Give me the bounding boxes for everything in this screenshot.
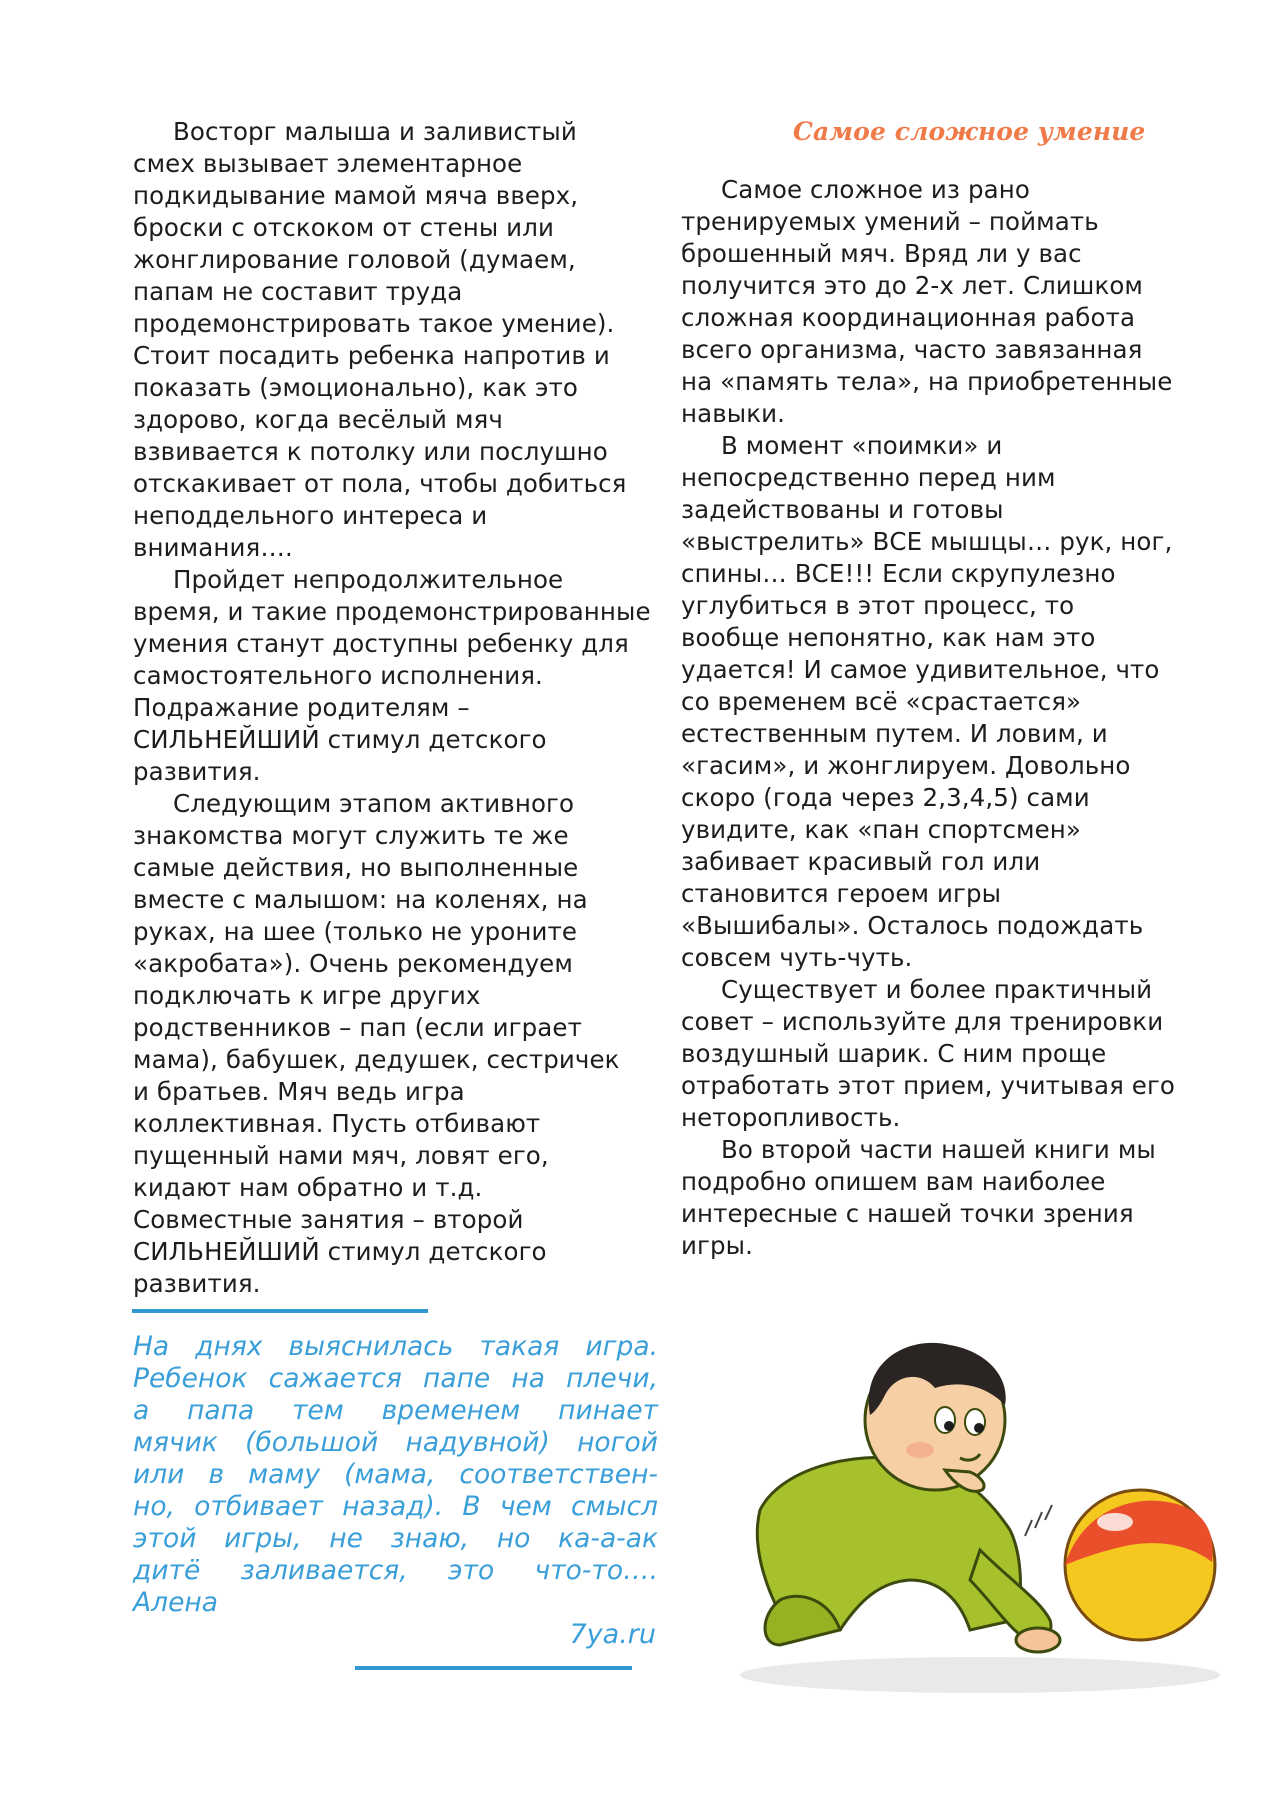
text-line: брошенный мяч. Вряд ли у вас <box>681 239 1082 268</box>
paragraph <box>681 430 1211 974</box>
text-line: В момент «поимки» и <box>721 431 1003 460</box>
text-line: время, и такие продемонстрированные <box>133 597 651 626</box>
child-pupil <box>974 1423 984 1433</box>
text-line: скоро (года через 2,3,4,5) сами <box>681 783 1090 812</box>
quote-line: или в маму (мама, соответствен- <box>133 1459 658 1490</box>
text-line: родственников – пап (если играет <box>133 1013 582 1042</box>
text-line: отскакивает от пола, чтобы добиться <box>133 469 627 498</box>
text-line: всего организма, часто завязанная <box>681 335 1143 364</box>
quote-source: 7ya.ru <box>569 1619 656 1650</box>
quote-line: этой игры, не знаю, но ка-а-ак <box>133 1523 658 1554</box>
text-line: воздушный шарик. С ним проще <box>681 1039 1107 1068</box>
text-line: совсем чуть-чуть. <box>681 943 913 972</box>
text-line: знакомства могут служить те же <box>133 821 569 850</box>
text-line: становится героем игры <box>681 879 1002 908</box>
text-line: на «память тела», на приобретенные <box>681 367 1173 396</box>
child-playing-with-ball-illustration <box>720 1300 1240 1700</box>
text-line: кидают нам обратно и т.д. <box>133 1173 483 1202</box>
text-line: спины… ВСЕ!!! Если скрупулезно <box>681 559 1116 588</box>
text-line: Существует и более практичный <box>721 975 1153 1004</box>
text-line: «гасим», и жонглируем. Довольно <box>681 751 1131 780</box>
text-line: продемонстрировать такое умение). <box>133 309 615 338</box>
text-line: углубиться в этот процесс, то <box>681 591 1075 620</box>
child-cheek <box>906 1442 934 1458</box>
text-line: папам не составит труда <box>133 277 463 306</box>
text-line: «акробата»). Очень рекомендуем <box>133 949 573 978</box>
text-line: умения станут доступны ребенку для <box>133 629 629 658</box>
text-line: развития. <box>133 757 261 786</box>
quote-line: дитё заливается, это что-то…. <box>133 1555 658 1586</box>
text-line: показать (эмоционально), как это <box>133 373 579 402</box>
quote-line: Ребенок сажается папе на плечи, <box>133 1363 658 1394</box>
text-line: неподдельного интереса и <box>133 501 488 530</box>
paragraph <box>133 116 663 564</box>
text-line: игры. <box>681 1231 753 1260</box>
paragraph <box>681 1134 1211 1262</box>
child-hand <box>1016 1628 1060 1652</box>
reader-quote <box>133 1331 658 1619</box>
section-title: Самое сложное умение <box>793 117 1146 146</box>
text-line: навыки. <box>681 399 786 428</box>
text-line: здорово, когда весёлый мяч <box>133 405 503 434</box>
text-line: подкидывание мамой мяча вверх, <box>133 181 579 210</box>
floor-shadow <box>740 1657 1220 1693</box>
text-line: отработать этот прием, учитывая его <box>681 1071 1176 1100</box>
text-line: пущенный нами мяч, ловят его, <box>133 1141 549 1170</box>
text-line: СИЛЬНЕЙШИЙ стимул детского <box>133 1237 547 1266</box>
paragraph <box>681 974 1211 1134</box>
text-line: подробно опишем вам наиболее <box>681 1167 1106 1196</box>
text-line: тренируемых умений – поймать <box>681 207 1099 236</box>
text-line: Пройдет непродолжительное <box>173 565 564 594</box>
text-line: руках, на шее (только не уроните <box>133 917 578 946</box>
paragraph <box>133 564 663 788</box>
paragraph <box>681 174 1211 430</box>
text-line: совет – используйте для тренировки <box>681 1007 1164 1036</box>
text-line: Восторг малыша и заливистый <box>173 117 577 146</box>
text-line: Самое сложное из рано <box>721 175 1030 204</box>
text-line: развития. <box>133 1269 261 1298</box>
text-line: жонглирование головой (думаем, <box>133 245 576 274</box>
text-line: Совместные занятия – второй <box>133 1205 524 1234</box>
quote-author: Алена <box>133 1587 218 1618</box>
text-line: «выстрелить» ВСЕ мышцы… рук, ног, <box>681 527 1173 556</box>
text-line: и братьев. Мяч ведь игра <box>133 1077 465 1106</box>
text-line: СИЛЬНЕЙШИЙ стимул детского <box>133 725 547 754</box>
paragraph <box>133 788 663 1300</box>
text-line: непосредственно перед ним <box>681 463 1056 492</box>
quote-top-rule <box>132 1309 428 1313</box>
quote-line: а папа тем временем пинает <box>133 1395 658 1426</box>
text-line: задействованы и готовы <box>681 495 1004 524</box>
text-line: со временем всё «срастается» <box>681 687 1082 716</box>
child-pupil <box>944 1421 954 1431</box>
text-line: самые действия, но выполненные <box>133 853 579 882</box>
text-line: подключать к игре других <box>133 981 481 1010</box>
text-line: броски с отскоком от стены или <box>133 213 554 242</box>
ball-highlight <box>1097 1513 1133 1531</box>
text-line: коллективная. Пусть отбивают <box>133 1109 541 1138</box>
text-line: получится это до 2-х лет. Слишком <box>681 271 1144 300</box>
text-line: естественным путем. И ловим, и <box>681 719 1108 748</box>
text-line: интересные с нашей точки зрения <box>681 1199 1134 1228</box>
text-line: взвивается к потолку или послушно <box>133 437 608 466</box>
text-line: внимания…. <box>133 533 293 562</box>
text-line: неторопливость. <box>681 1103 901 1132</box>
text-line: Стоит посадить ребенка напротив и <box>133 341 610 370</box>
text-line: вообще непонятно, как нам это <box>681 623 1096 652</box>
text-line: Подражание родителям – <box>133 693 470 722</box>
quote-line: мячик (большой надувной) ногой <box>133 1427 658 1458</box>
text-line: Следующим этапом активного <box>173 789 575 818</box>
left-column <box>133 116 663 1300</box>
text-line: вместе с малышом: на коленях, на <box>133 885 588 914</box>
text-line: сложная координационная работа <box>681 303 1136 332</box>
text-line: Во второй части нашей книги мы <box>721 1135 1156 1164</box>
quote-line: но, отбивает назад). В чем смысл <box>133 1491 658 1522</box>
text-line: самостоятельного исполнения. <box>133 661 543 690</box>
right-column <box>681 116 1211 1262</box>
text-line: «Вышибалы». Осталось подождать <box>681 911 1144 940</box>
text-line: мама), бабушек, дедушек, сестричек <box>133 1045 620 1074</box>
quote-bottom-rule <box>355 1666 632 1670</box>
text-line: удается! И самое удивительное, что <box>681 655 1160 684</box>
quote-line: На днях выяснилась такая игра. <box>133 1331 658 1362</box>
motion-lines <box>1025 1505 1052 1536</box>
text-line: смех вызывает элементарное <box>133 149 523 178</box>
text-line: увидите, как «пан спортсмен» <box>681 815 1082 844</box>
text-line: забивает красивый гол или <box>681 847 1041 876</box>
